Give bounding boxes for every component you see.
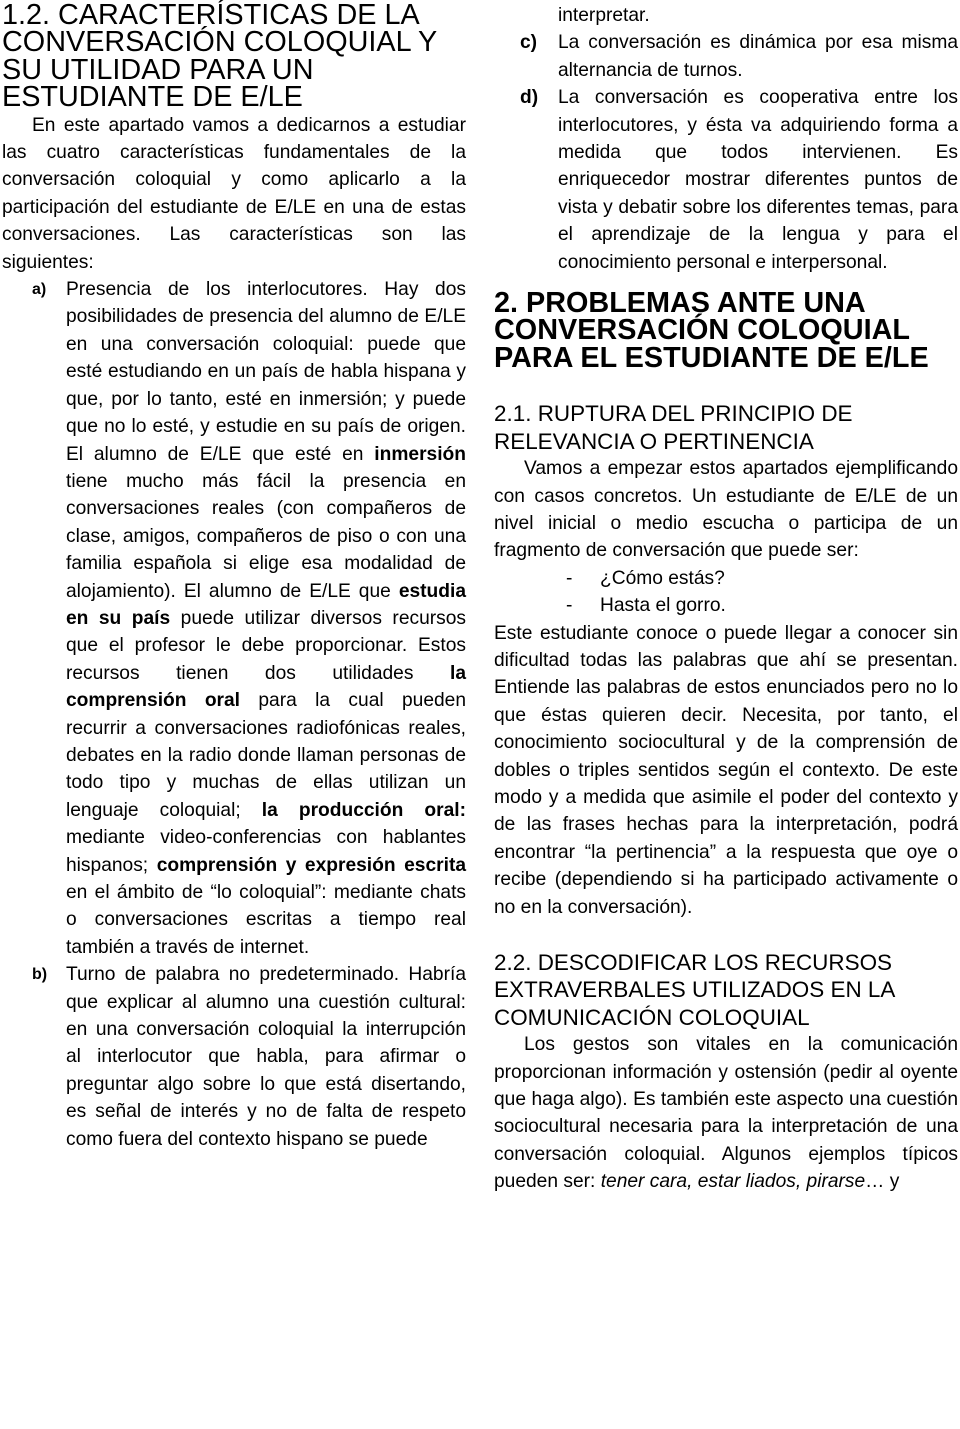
item-a-bold-2: estudia en su país (66, 580, 466, 629)
list-item-b (2, 961, 466, 1153)
dash-marker: - (566, 595, 573, 617)
list-item-a (2, 276, 466, 961)
item-a-bold-4: la producción oral: (261, 799, 466, 821)
section-1-2-intro: En este apartado vamos a dedicarnos a estudiar las cuatro características fundamentales de la conversación coloquial y como aplicarlo a la participación del estudiante de E/LE en una de estas conversaciones. Las características son las siguientes: (2, 114, 466, 273)
list-marker-c: c) (520, 32, 538, 54)
list-marker-b: b) (32, 966, 48, 984)
item-a-text-4: para la cual pueden recurrir a conversaciones radiofónicas reales, debates en la radio donde llaman personas de todo tipo y muchas de ellas utilizan un lenguaje coloquial; (66, 690, 467, 821)
section-2-2-body-2: … y (865, 1171, 900, 1193)
section-2-2-body-1: Los gestos son vitales en la comunicación proporcionan información y ostensión (pedir al oyente que haga algo). Es también este aspecto una cuestión sociocultural necesaria para la interpretación de una conversación coloquial. Algunos ejemplos típicos pueden ser: (494, 1034, 958, 1193)
item-a-bold-5: comprensión y expresión escrita (156, 854, 466, 876)
item-a-text-1: Presencia de los interlocutores. Hay dos posibilidades de presencia del alumno de E/LE en una conversación coloquial: puede que esté estudiando en un país de habla hispana y que, por lo tanto, esté en inmersión; y puede que no lo esté, y estudie en su país de origen. El alumno de E/LE que esté en (66, 279, 466, 465)
list-item-c (494, 29, 958, 84)
item-a-text-2: tiene mucho más fácil la presencia en conversaciones reales (con compañeros de clase, amigos, compañeros de piso o con una familia española si elige esa modalidad de alojamiento). El alumno de E/LE que (66, 470, 466, 602)
section-2-1-intro: Vamos a empezar estos apartados ejemplificando con casos concretos. Un estudiante de E/LE de un nivel inicial o medio escucha o participa de un fragmento de conversación que puede ser: (494, 458, 958, 562)
section-2-title: 2. PROBLEMAS ANTE UNA CONVERSACIÓN COLOQUIAL PARA EL ESTUDIANTE DE E/LE (494, 287, 929, 374)
item-d-text: La conversación es cooperativa entre los interlocutores, y ésta va adquiriendo forma a medida que todos intervienen. Es enriquecedor mostrar diferentes puntos de vista y debatir sobre los diferentes temas, para el aprendizaje de la lengua y para el conocimiento personal e interpersonal. (558, 87, 958, 273)
example-text: Hasta el gorro. (600, 595, 726, 617)
item-a-text-3: puede utilizar diversos recursos que el profesor le debe proporcionar. Estos recursos tienen dos utilidades (66, 607, 466, 684)
spacer (494, 372, 958, 400)
section-2-2-body (494, 1031, 958, 1195)
section-1-2-title: 1.2. CARACTERÍSTICAS DE LA CONVERSACIÓN COLOQUIAL Y SU UTILIDAD PARA UN ESTUDIANTE DE E/LE (2, 0, 437, 114)
section-2-1-body: Este estudiante conoce o puede llegar a conocer sin dificultad todas las palabras que ahí se presentan. Entiende las palabras de estos enunciados pero no lo que éstas quieren decir. Necesita, por tanto, el conocimiento sociocultural y de la comprensión de dobles o triples sentidos según el contexto. De este modo y a medida que asimile el poder del contexto y de las frases hechas para la interpretación, podrá encontrar “la pertinencia” a la respuesta que oye o recibe (dependiendo si ha participado activamente o no en la conversación). (494, 622, 958, 918)
spacer (494, 921, 958, 949)
list-marker-d: d) (520, 87, 539, 109)
dash-marker: - (566, 567, 573, 589)
item-a-text-6: en el ámbito de “lo coloquial”: mediante chats o conversaciones escritas a tiempo real también a través de internet. (66, 882, 466, 958)
example-item (494, 565, 958, 592)
list-marker-a: a) (32, 281, 47, 299)
section-2-2-italic: tener cara, estar liados, pirarse (600, 1171, 866, 1193)
section-2-2-title: 2.2. DESCODIFICAR LOS RECURSOS EXTRAVERBALES UTILIZADOS EN LA COMUNICACIÓN COLOQUIAL (494, 950, 895, 1030)
example-text: ¿Cómo estás? (600, 567, 725, 589)
item-a-text-5: mediante video-conferencias con hablantes hispanos; (66, 827, 466, 876)
item-a-bold-1: inmersión (374, 443, 466, 465)
left-column (2, 2, 466, 1153)
list-item-d (494, 84, 958, 276)
right-column (494, 2, 958, 1196)
item-a-bold-3: la comprensión oral (66, 662, 466, 712)
item-c-text: La conversación es dinámica por esa misma alternancia de turnos. (558, 32, 958, 81)
section-2-1-title: 2.1. RUPTURA DEL PRINCIPIO DE RELEVANCIA O PERTINENCIA (494, 401, 853, 454)
continuation-text: interpretar. (558, 5, 650, 26)
example-item (494, 592, 958, 619)
item-b-text: Turno de palabra no predeterminado. Habría que explicar al alumno una cuestión cultural: en una conversación coloquial la interrupción al interlocutor que habla, para afirmar o preguntar algo sobre lo que está disertando, es señal de interés y no de falta de respeto como fuera del contexto hispano se puede (66, 964, 466, 1150)
